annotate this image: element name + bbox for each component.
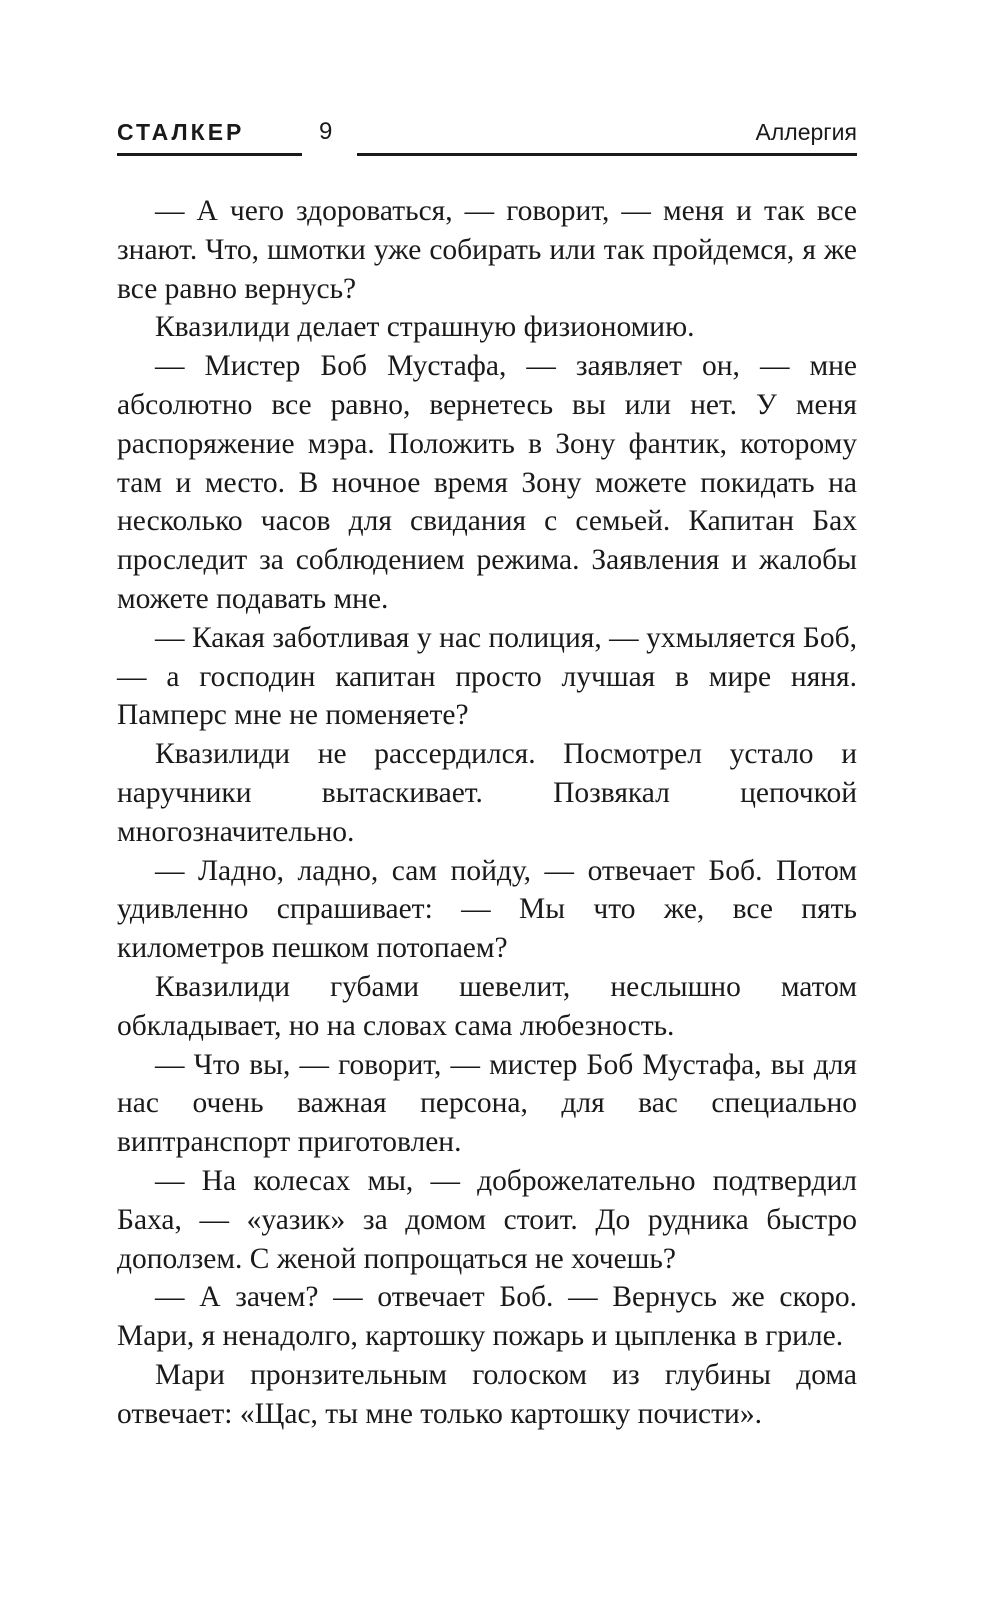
paragraph: — Ладно, ладно, сам пойду, — отвечает Боб. Потом удивленно спрашивает: — Мы что же, все пять километров пешком потопаем? [117,854,857,965]
paragraph: Мари пронзительным голоском из глубины дома отвечает: «Щас, ты мне только картошку почисти». [117,1358,857,1430]
body-text [117,192,857,1434]
paragraph: — Какая заботливая у нас полиция, — ухмыляется Боб, — а господин капитан просто лучшая в мире няня. Памперс мне не поменяете? [117,621,857,732]
series-title: СТАЛКЕР [117,119,245,145]
paragraph: — На колесах мы, — доброжелательно подтвердил Баха, — «уазик» за домом стоит. До рудника быстро доползем. С женой попрощаться не хочешь? [117,1164,857,1275]
paragraph: — А зачем? — отвечает Боб. — Вернусь же скоро. Мари, я ненадолго, картошку пожарь и цыпленка в гриле. [117,1281,857,1353]
paragraph: Квазилиди делает страшную физиономию. [155,311,695,344]
paragraph: — Мистер Боб Мустафа, — заявляет он, — мне абсолютно все равно, вернетесь вы или нет. У меня распоряжение мэра. Положить в Зону фантик, которому там и место. В ночное время Зону можете покидать на несколько часов для свидания с семьей. Капитан Бах проследит за соблюдением режима. Заявления и жалобы можете подавать мне. [117,350,857,615]
paragraph: — А чего здороваться, — говорит, — меня и так все знают. Что, шмотки уже собирать или так пройдемся, я же все равно вернусь? [117,195,857,305]
page-header [117,118,857,160]
chapter-title: Аллергия [755,119,857,145]
header-rule-left [117,153,302,156]
page-number: 9 [319,118,333,145]
paragraph: Квазилиди не рассердился. Посмотрел устало и наручники вытаскивает. Позвякал цепочкой многозначительно. [117,738,857,848]
paragraph: Квазилиди губами шевелит, неслышно матом обкладывает, но на словах сама любезность. [117,970,857,1042]
paragraph: — Что вы, — говорит, — мистер Боб Мустафа, вы для нас очень важная персона, для вас специально виптранспорт приготовлен. [117,1048,857,1159]
header-rule-right [357,153,857,156]
